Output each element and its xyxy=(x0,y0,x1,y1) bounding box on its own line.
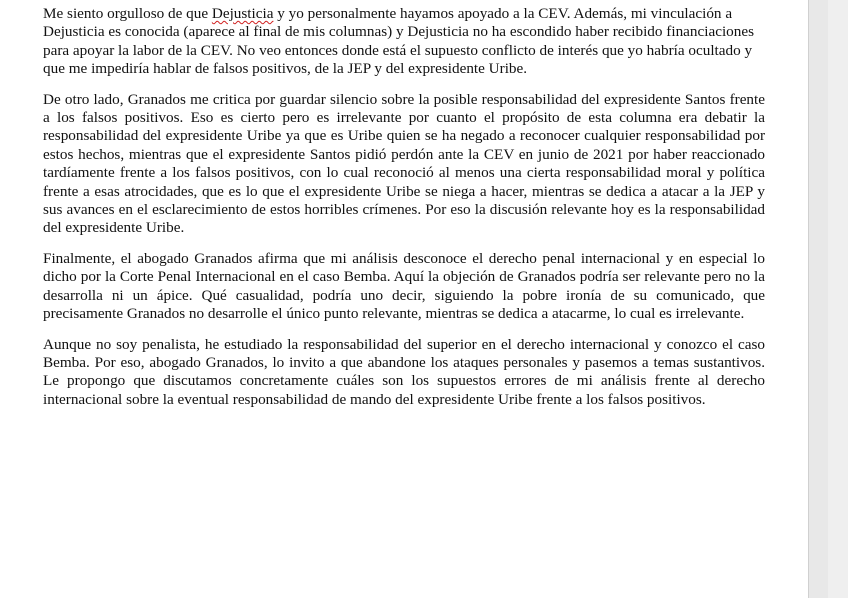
document-body[interactable] xyxy=(43,5,765,421)
paragraph-1 xyxy=(43,5,765,79)
paragraph-text: Me siento orgulloso de que xyxy=(43,5,212,22)
paragraph-text: y yo personalmente hayamos apoyado a la CEV. Además, mi vinculación a Dejusticia es conocida (aparece al final de mis columnas) y Dejusticia no ha escondido haber recibido financiaciones para apoyar la labor de la CEV. No veo entonces donde está el supuesto conflicto de interés que yo habría ocultado y que me impediría hablar de falsos positivos, de la JEP y del expresidente Uribe. xyxy=(43,5,755,78)
vertical-scrollbar-track[interactable] xyxy=(828,0,848,598)
spellcheck-flagged-word[interactable]: Dejusticia xyxy=(211,5,274,22)
paragraph-text: Finalmente, el abogado Granados afirma que mi análisis desconoce el derecho penal internacional y en especial lo dicho por la Corte Penal Internacional en el caso Bemba. Aquí la objeción de Granados podría ser relevante pero no la desarrolla ni un ápice. Qué casualidad, podría uno decir, siguiendo la pobre ironía de su comunicado, que precisamente Granados no desarrolle el único punto relevante, mientras se dedica a atacarme, lo cual es irrelevante. xyxy=(43,249,765,323)
paragraph-text: Aunque no soy penalista, he estudiado la responsabilidad del superior en el derecho internacional y conozco el caso Bemba. Por eso, abogado Granados, lo invito a que abandone los ataques personales y pasemos a temas sustantivos. Le propongo que discutamos concretamente cuáles son los supuestos errores de mi análisis frente al derecho internacional sobre la eventual responsabilidad de mando del expresidente Uribe frente a los falsos positivos. xyxy=(43,335,765,408)
paragraph-4 xyxy=(43,336,765,410)
paragraph-text: De otro lado, Granados me critica por guardar silencio sobre la posible responsabilidad del expresidente Santos frente a los falsos positivos. Eso es cierto pero es irrelevante por cuanto el propósito de esta columna era debatir la responsabilidad del expresidente Uribe ya que es Uribe quien se ha negado a reconocer cualquier responsabilidad por estos hechos, mientras que el expresidente Santos pidió perdón ante la CEV en junio de 2021 por haber reaccionado tardíamente frente a los falsos positivos, con lo cual reconoció al menos una cierta responsabilidad moral y política frente a esas atrocidades, que es lo que el expresidente Uribe se niega a hacer, mientras se dedica a atacar a la JEP y sus avances en el esclarecimiento de estos horribles crímenes. Por eso la discusión relevante hoy es la responsabilidad del expresidente Uribe. xyxy=(43,90,765,237)
paragraph-3 xyxy=(43,250,765,324)
paragraph-2 xyxy=(43,91,765,238)
